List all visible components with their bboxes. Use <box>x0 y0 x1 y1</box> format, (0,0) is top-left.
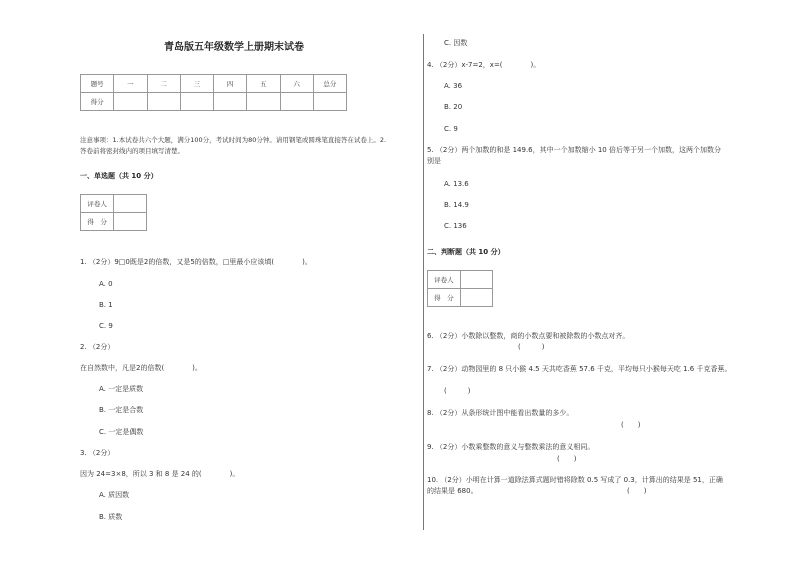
score-header-cell: 二 <box>147 75 180 93</box>
score-header-cell: 题号 <box>81 75 114 93</box>
section-title-true-false: 二、判断题（共 10 分） <box>427 248 505 256</box>
score-cell[interactable] <box>180 93 213 111</box>
question-text: 5. （2分）两个加数的和是 149.6，其中一个加数缩小 10 倍后等于另一个加数，这两个加数分 <box>427 146 721 154</box>
score-header-cell: 总分 <box>313 75 346 93</box>
score-cell[interactable] <box>313 93 346 111</box>
grader-cell[interactable] <box>114 195 147 213</box>
answer-blank[interactable]: ( ) <box>627 487 647 495</box>
option-text: B. 1 <box>99 301 113 309</box>
question-text: 因为 24=3×8，所以 3 和 8 是 24 的( )。 <box>80 470 240 478</box>
option-text: C. 136 <box>444 222 467 230</box>
option-text: A. 质因数 <box>99 491 130 499</box>
score-header-cell: 五 <box>247 75 280 93</box>
question-number: 2. （2分） <box>80 343 115 351</box>
question-text-continued: 别是 <box>427 157 441 165</box>
answer-blank[interactable]: ( ) <box>621 421 641 429</box>
question-text: 7. （2分）动物园里的 8 只小猴 4.5 天共吃香蕉 57.6 千克，平均每只小猴每天吃 1.6 千克香蕉。 <box>427 365 732 373</box>
grader-cell[interactable] <box>114 213 147 231</box>
notice-line-1: 注意事项：1.本试卷共六个大题，满分100分，考试时间为80分钟。请用钢笔或圆珠笔直接答在试卷上。2. <box>80 136 387 144</box>
question-text: 在自然数中，凡是2的倍数( )。 <box>80 364 202 372</box>
score-row-label: 得分 <box>81 93 114 111</box>
grader-label-score: 得 分 <box>81 213 114 231</box>
option-text: C. 一定是偶数 <box>99 428 144 436</box>
answer-blank[interactable]: ( ) <box>557 455 577 463</box>
answer-blank[interactable]: ( ) <box>518 343 545 351</box>
page-title: 青岛版五年级数学上册期末试卷 <box>164 42 304 53</box>
option-text: C. 9 <box>99 322 113 330</box>
option-text: A. 一定是质数 <box>99 385 144 393</box>
score-header-cell: 一 <box>114 75 147 93</box>
option-text: C. 9 <box>444 125 458 133</box>
option-text: B. 质数 <box>99 513 123 521</box>
option-text: A. 13.6 <box>444 180 469 188</box>
option-text: B. 一定是合数 <box>99 406 144 414</box>
question-text: 1. （2分）9□0既是2的倍数，又是5的倍数，□里最小应该填( )。 <box>80 258 312 266</box>
section-title-single-choice: 一、单选题（共 10 分） <box>80 172 158 180</box>
question-text-continued: 的结果是 680。 <box>427 487 478 495</box>
score-header-cell: 四 <box>214 75 247 93</box>
question-text: 4. （2分）x-7=2，x=( )。 <box>427 61 541 69</box>
option-text: B. 20 <box>444 103 463 111</box>
score-cell[interactable] <box>247 93 280 111</box>
question-text: 10. （2分）小明在计算一道除法算式题时错将除数 0.5 写成了 0.3，计算出的结果是 51，正确 <box>427 476 723 484</box>
score-cell[interactable] <box>280 93 313 111</box>
option-text: A. 0 <box>99 280 113 288</box>
question-number: 3. （2分） <box>80 449 115 457</box>
column-divider <box>423 34 424 530</box>
score-cell[interactable] <box>214 93 247 111</box>
notice-line-2: 答卷前将密封线内的项目填写清楚。 <box>80 147 184 155</box>
score-table-header-row <box>81 75 347 93</box>
score-header-cell: 六 <box>280 75 313 93</box>
question-text: 9. （2分）小数乘整数的意义与整数乘法的意义相同。 <box>427 443 595 451</box>
option-text: B. 14.9 <box>444 201 469 209</box>
grader-cell[interactable] <box>460 271 492 289</box>
grader-label-reviewer: 评卷人 <box>81 195 114 213</box>
grader-box <box>80 194 147 231</box>
question-text: 6. （2分）小数除以整数，商的小数点要和被除数的小数点对齐。 <box>427 332 630 340</box>
score-table <box>80 74 347 111</box>
question-text: 8. （2分）从条形统计图中能看出数量的多少。 <box>427 409 574 417</box>
grader-label-reviewer: 评卷人 <box>428 271 461 289</box>
answer-blank[interactable]: ( ) <box>444 387 471 395</box>
grader-box <box>427 270 493 307</box>
score-cell[interactable] <box>114 93 147 111</box>
score-cell[interactable] <box>147 93 180 111</box>
option-text: C. 因数 <box>444 39 468 47</box>
score-table-score-row <box>81 93 347 111</box>
grader-label-score: 得 分 <box>428 289 461 307</box>
grader-cell[interactable] <box>460 289 492 307</box>
option-text: A. 36 <box>444 82 463 90</box>
score-header-cell: 三 <box>180 75 213 93</box>
